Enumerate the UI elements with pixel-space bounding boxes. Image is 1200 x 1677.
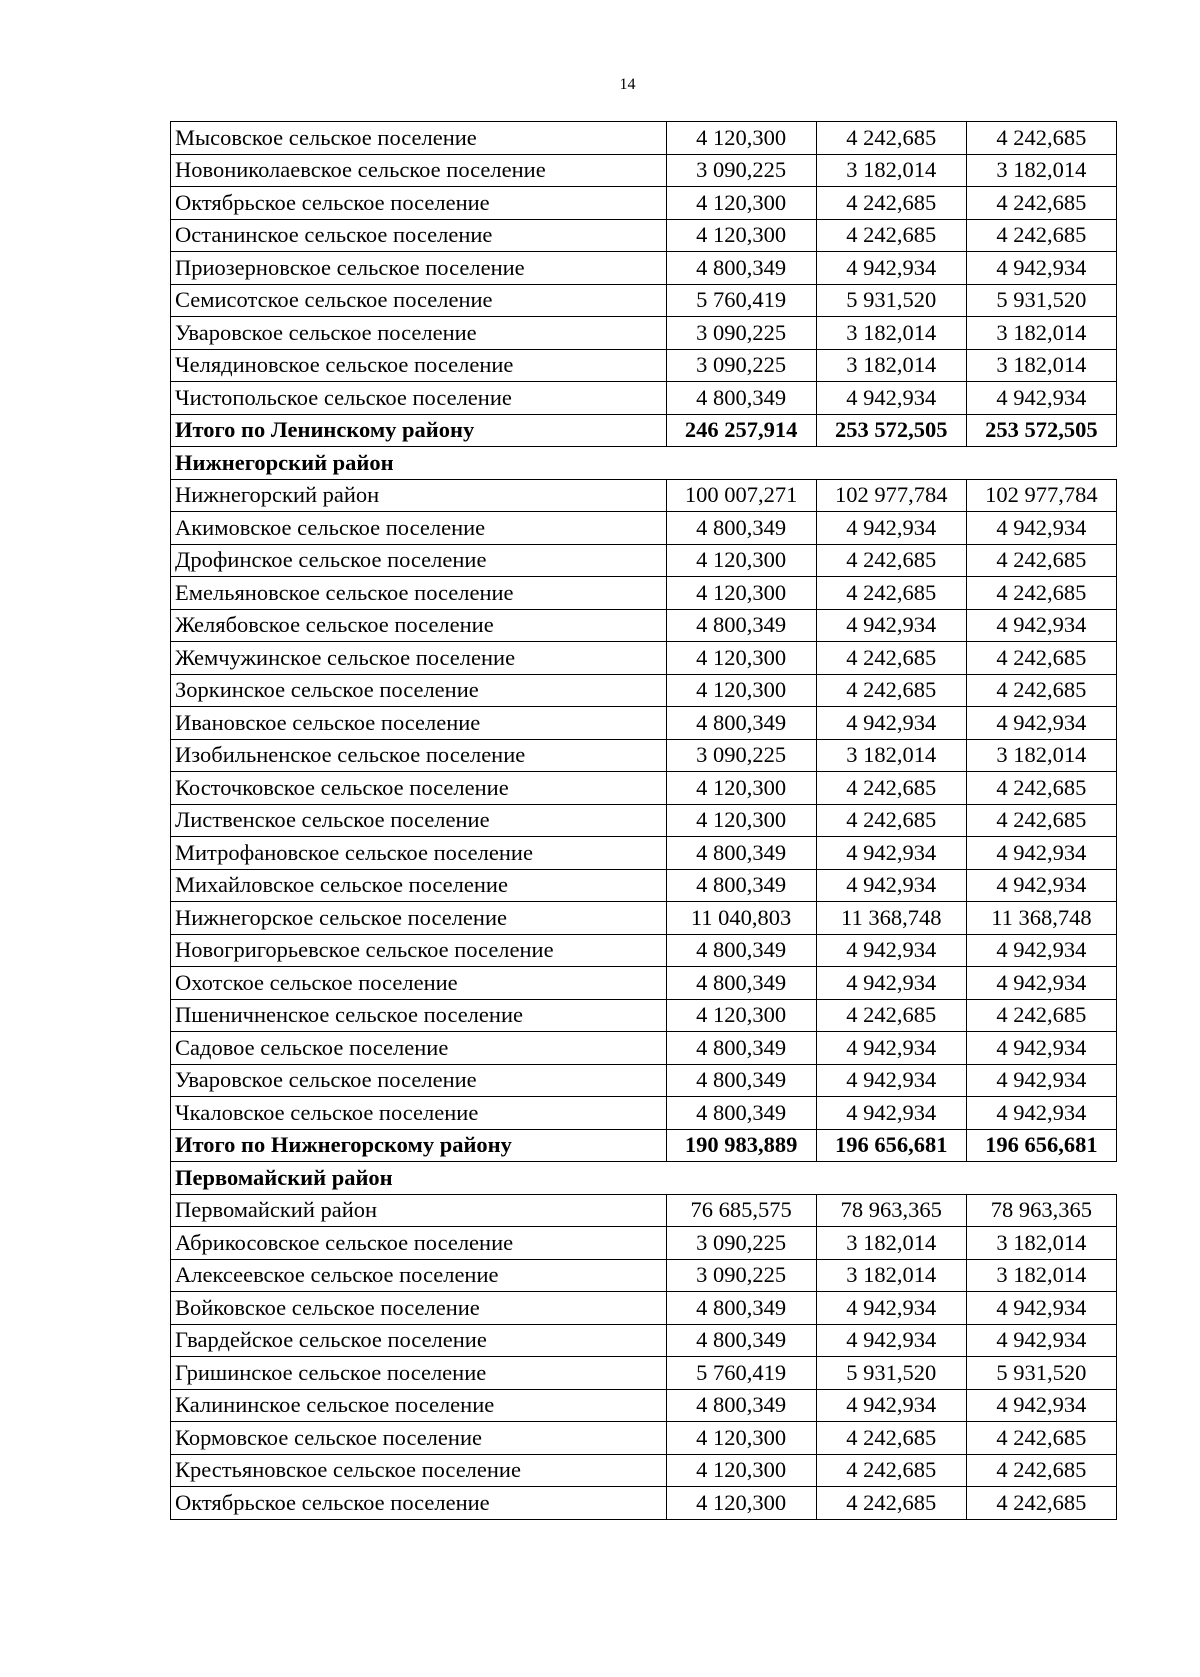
amount-cell-year-2: 196 656,681	[816, 1129, 966, 1162]
table-row	[171, 1097, 1117, 1130]
table-row	[171, 1194, 1117, 1227]
amount-cell-year-1: 4 800,349	[666, 837, 816, 870]
table-row	[171, 1487, 1117, 1520]
amount-cell-year-3: 253 572,505	[966, 414, 1116, 447]
settlement-name-cell: Крестьяновское сельское поселение	[171, 1454, 667, 1487]
table-row	[171, 837, 1117, 870]
amount-cell-year-3: 4 942,934	[966, 1064, 1116, 1097]
amount-cell-year-1: 4 800,349	[666, 934, 816, 967]
amount-cell-year-3: 4 942,934	[966, 252, 1116, 285]
table-row	[171, 479, 1117, 512]
table-row	[171, 1259, 1117, 1292]
amount-cell-year-1: 4 120,300	[666, 1454, 816, 1487]
amount-cell-year-2: 3 182,014	[816, 349, 966, 382]
amount-cell-year-2: 78 963,365	[816, 1194, 966, 1227]
table-row	[171, 252, 1117, 285]
amount-cell-year-1: 4 120,300	[666, 642, 816, 675]
amount-cell-year-3: 4 242,685	[966, 544, 1116, 577]
amount-cell-year-2: 4 242,685	[816, 1422, 966, 1455]
amount-cell-year-2: 4 942,934	[816, 707, 966, 740]
settlement-name-cell: Жемчужинское сельское поселение	[171, 642, 667, 675]
settlement-name-cell: Митрофановское сельское поселение	[171, 837, 667, 870]
table-row	[171, 609, 1117, 642]
amount-cell-year-2: 4 942,934	[816, 1389, 966, 1422]
amount-cell-year-3: 4 942,934	[966, 1324, 1116, 1357]
table-row	[171, 934, 1117, 967]
amount-cell-year-1: 3 090,225	[666, 154, 816, 187]
amount-cell-year-3: 4 942,934	[966, 512, 1116, 545]
amount-cell-year-2: 253 572,505	[816, 414, 966, 447]
table-row	[171, 1292, 1117, 1325]
table-row	[171, 1389, 1117, 1422]
amount-cell-year-2: 3 182,014	[816, 1259, 966, 1292]
page-number: 14	[619, 76, 636, 93]
settlement-name-cell: Останинское сельское поселение	[171, 219, 667, 252]
amount-cell-year-3: 4 942,934	[966, 837, 1116, 870]
amount-cell-year-3: 4 242,685	[966, 219, 1116, 252]
settlement-name-cell: Новогригорьевское сельское поселение	[171, 934, 667, 967]
amount-cell-year-1: 4 120,300	[666, 999, 816, 1032]
amount-cell-year-3: 4 942,934	[966, 1097, 1116, 1130]
amount-cell-year-1: 246 257,914	[666, 414, 816, 447]
amount-cell-year-3: 4 242,685	[966, 187, 1116, 220]
amount-cell-year-1: 76 685,575	[666, 1194, 816, 1227]
amount-cell-year-2: 4 242,685	[816, 804, 966, 837]
table-row	[171, 1227, 1117, 1260]
settlement-name-cell: Семисотское сельское поселение	[171, 284, 667, 317]
amount-cell-year-3: 4 942,934	[966, 967, 1116, 1000]
settlement-name-cell: Алексеевское сельское поселение	[171, 1259, 667, 1292]
amount-cell-year-1: 4 800,349	[666, 252, 816, 285]
amount-cell-year-2: 3 182,014	[816, 1227, 966, 1260]
amount-cell-year-3: 3 182,014	[966, 154, 1116, 187]
amount-cell-year-1: 4 800,349	[666, 1032, 816, 1065]
table-row	[171, 577, 1117, 610]
amount-cell-year-3: 11 368,748	[966, 902, 1116, 935]
table-row	[171, 284, 1117, 317]
budget-table-body	[171, 122, 1117, 1520]
amount-cell-year-2: 5 931,520	[816, 1357, 966, 1390]
amount-cell-year-2: 4 942,934	[816, 382, 966, 415]
amount-cell-year-2: 4 942,934	[816, 967, 966, 1000]
amount-cell-year-3: 4 942,934	[966, 1389, 1116, 1422]
amount-cell-year-1: 4 800,349	[666, 1097, 816, 1130]
table-row	[171, 122, 1117, 155]
settlement-name-cell: Емельяновское сельское поселение	[171, 577, 667, 610]
amount-cell-year-3: 4 242,685	[966, 772, 1116, 805]
amount-cell-year-2: 4 242,685	[816, 999, 966, 1032]
section-title: Нижнегорский район	[171, 447, 1117, 480]
amount-cell-year-3: 5 931,520	[966, 1357, 1116, 1390]
amount-cell-year-1: 190 983,889	[666, 1129, 816, 1162]
table-row	[171, 1357, 1117, 1390]
amount-cell-year-2: 4 942,934	[816, 252, 966, 285]
amount-cell-year-2: 11 368,748	[816, 902, 966, 935]
settlement-name-cell: Желябовское сельское поселение	[171, 609, 667, 642]
amount-cell-year-1: 4 120,300	[666, 1422, 816, 1455]
budget-table	[170, 121, 1117, 1520]
table-row	[171, 317, 1117, 350]
settlement-name-cell: Охотское сельское поселение	[171, 967, 667, 1000]
amount-cell-year-1: 3 090,225	[666, 317, 816, 350]
amount-cell-year-2: 4 942,934	[816, 1324, 966, 1357]
settlement-name-cell: Чистопольское сельское поселение	[171, 382, 667, 415]
amount-cell-year-1: 4 800,349	[666, 967, 816, 1000]
settlement-name-cell: Новониколаевское сельское поселение	[171, 154, 667, 187]
amount-cell-year-3: 3 182,014	[966, 1227, 1116, 1260]
settlement-name-cell: Чкаловское сельское поселение	[171, 1097, 667, 1130]
amount-cell-year-2: 4 242,685	[816, 642, 966, 675]
settlement-name-cell: Приозерновское сельское поселение	[171, 252, 667, 285]
amount-cell-year-3: 3 182,014	[966, 349, 1116, 382]
section-header-row	[171, 447, 1117, 480]
table-row	[171, 1064, 1117, 1097]
amount-cell-year-1: 3 090,225	[666, 349, 816, 382]
table-row	[171, 1032, 1117, 1065]
table-row	[171, 869, 1117, 902]
amount-cell-year-2: 3 182,014	[816, 739, 966, 772]
amount-cell-year-2: 102 977,784	[816, 479, 966, 512]
table-row	[171, 707, 1117, 740]
amount-cell-year-1: 100 007,271	[666, 479, 816, 512]
amount-cell-year-2: 4 242,685	[816, 544, 966, 577]
settlement-name-cell: Итого по Ленинскому району	[171, 414, 667, 447]
amount-cell-year-3: 78 963,365	[966, 1194, 1116, 1227]
amount-cell-year-2: 4 242,685	[816, 772, 966, 805]
settlement-name-cell: Войковское сельское поселение	[171, 1292, 667, 1325]
amount-cell-year-2: 4 242,685	[816, 1454, 966, 1487]
settlement-name-cell: Кормовское сельское поселение	[171, 1422, 667, 1455]
amount-cell-year-3: 4 942,934	[966, 382, 1116, 415]
table-row	[171, 187, 1117, 220]
settlement-name-cell: Ивановское сельское поселение	[171, 707, 667, 740]
amount-cell-year-2: 4 242,685	[816, 187, 966, 220]
amount-cell-year-2: 3 182,014	[816, 317, 966, 350]
settlement-name-cell: Лиственское сельское поселение	[171, 804, 667, 837]
table-row	[171, 902, 1117, 935]
table-row	[171, 1454, 1117, 1487]
total-row	[171, 1129, 1117, 1162]
settlement-name-cell: Абрикосовское сельское поселение	[171, 1227, 667, 1260]
table-row	[171, 349, 1117, 382]
settlement-name-cell: Михайловское сельское поселение	[171, 869, 667, 902]
amount-cell-year-1: 4 120,300	[666, 577, 816, 610]
amount-cell-year-3: 4 942,934	[966, 934, 1116, 967]
amount-cell-year-3: 4 242,685	[966, 1487, 1116, 1520]
amount-cell-year-1: 4 800,349	[666, 1324, 816, 1357]
amount-cell-year-1: 4 120,300	[666, 219, 816, 252]
table-row	[171, 219, 1117, 252]
settlement-name-cell: Нижнегорский район	[171, 479, 667, 512]
amount-cell-year-2: 4 942,934	[816, 869, 966, 902]
amount-cell-year-3: 4 242,685	[966, 674, 1116, 707]
amount-cell-year-3: 4 242,685	[966, 122, 1116, 155]
amount-cell-year-1: 5 760,419	[666, 284, 816, 317]
section-title: Первомайский район	[171, 1162, 1117, 1195]
amount-cell-year-1: 4 120,300	[666, 122, 816, 155]
amount-cell-year-1: 5 760,419	[666, 1357, 816, 1390]
amount-cell-year-2: 5 931,520	[816, 284, 966, 317]
amount-cell-year-3: 4 242,685	[966, 804, 1116, 837]
settlement-name-cell: Акимовское сельское поселение	[171, 512, 667, 545]
amount-cell-year-2: 4 942,934	[816, 609, 966, 642]
amount-cell-year-3: 4 242,685	[966, 1422, 1116, 1455]
table-row	[171, 1324, 1117, 1357]
settlement-name-cell: Зоркинское сельское поселение	[171, 674, 667, 707]
table-row	[171, 642, 1117, 675]
settlement-name-cell: Челядиновское сельское поселение	[171, 349, 667, 382]
table-row	[171, 999, 1117, 1032]
amount-cell-year-3: 102 977,784	[966, 479, 1116, 512]
table-row	[171, 772, 1117, 805]
amount-cell-year-1: 3 090,225	[666, 1227, 816, 1260]
table-row	[171, 1422, 1117, 1455]
amount-cell-year-2: 4 242,685	[816, 1487, 966, 1520]
settlement-name-cell: Калининское сельское поселение	[171, 1389, 667, 1422]
amount-cell-year-2: 4 942,934	[816, 1032, 966, 1065]
table-row	[171, 154, 1117, 187]
amount-cell-year-1: 4 120,300	[666, 544, 816, 577]
settlement-name-cell: Итого по Нижнегорскому району	[171, 1129, 667, 1162]
table-row	[171, 804, 1117, 837]
settlement-name-cell: Октябрьское сельское поселение	[171, 1487, 667, 1520]
amount-cell-year-3: 4 942,934	[966, 609, 1116, 642]
settlement-name-cell: Изобильненское сельское поселение	[171, 739, 667, 772]
amount-cell-year-1: 4 800,349	[666, 382, 816, 415]
settlement-name-cell: Пшеничненское сельское поселение	[171, 999, 667, 1032]
amount-cell-year-3: 5 931,520	[966, 284, 1116, 317]
amount-cell-year-3: 4 942,934	[966, 869, 1116, 902]
total-row	[171, 414, 1117, 447]
amount-cell-year-1: 3 090,225	[666, 1259, 816, 1292]
amount-cell-year-1: 4 800,349	[666, 869, 816, 902]
amount-cell-year-2: 4 942,934	[816, 512, 966, 545]
settlement-name-cell: Дрофинское сельское поселение	[171, 544, 667, 577]
amount-cell-year-3: 4 242,685	[966, 999, 1116, 1032]
amount-cell-year-3: 4 942,934	[966, 707, 1116, 740]
amount-cell-year-1: 4 800,349	[666, 1389, 816, 1422]
section-header-row	[171, 1162, 1117, 1195]
amount-cell-year-1: 4 120,300	[666, 187, 816, 220]
amount-cell-year-2: 4 242,685	[816, 122, 966, 155]
amount-cell-year-1: 4 120,300	[666, 772, 816, 805]
amount-cell-year-3: 4 242,685	[966, 1454, 1116, 1487]
amount-cell-year-1: 4 800,349	[666, 1292, 816, 1325]
amount-cell-year-2: 4 242,685	[816, 219, 966, 252]
amount-cell-year-3: 4 942,934	[966, 1292, 1116, 1325]
amount-cell-year-2: 4 942,934	[816, 1097, 966, 1130]
amount-cell-year-1: 4 120,300	[666, 1487, 816, 1520]
settlement-name-cell: Гвардейское сельское поселение	[171, 1324, 667, 1357]
table-row	[171, 512, 1117, 545]
amount-cell-year-1: 4 800,349	[666, 512, 816, 545]
amount-cell-year-2: 4 942,934	[816, 837, 966, 870]
amount-cell-year-3: 3 182,014	[966, 1259, 1116, 1292]
table-row	[171, 382, 1117, 415]
settlement-name-cell: Мысовское сельское поселение	[171, 122, 667, 155]
amount-cell-year-2: 4 942,934	[816, 1292, 966, 1325]
amount-cell-year-1: 4 800,349	[666, 707, 816, 740]
table-row	[171, 544, 1117, 577]
amount-cell-year-1: 11 040,803	[666, 902, 816, 935]
table-row	[171, 967, 1117, 1000]
settlement-name-cell: Садовое сельское поселение	[171, 1032, 667, 1065]
amount-cell-year-2: 4 242,685	[816, 674, 966, 707]
settlement-name-cell: Октябрьское сельское поселение	[171, 187, 667, 220]
amount-cell-year-3: 4 242,685	[966, 577, 1116, 610]
settlement-name-cell: Уваровское сельское поселение	[171, 317, 667, 350]
table-row	[171, 739, 1117, 772]
amount-cell-year-1: 4 120,300	[666, 674, 816, 707]
amount-cell-year-3: 4 942,934	[966, 1032, 1116, 1065]
table-row	[171, 674, 1117, 707]
amount-cell-year-1: 4 800,349	[666, 609, 816, 642]
amount-cell-year-3: 4 242,685	[966, 642, 1116, 675]
amount-cell-year-1: 4 800,349	[666, 1064, 816, 1097]
settlement-name-cell: Косточковское сельское поселение	[171, 772, 667, 805]
amount-cell-year-1: 3 090,225	[666, 739, 816, 772]
amount-cell-year-3: 3 182,014	[966, 739, 1116, 772]
amount-cell-year-2: 4 942,934	[816, 934, 966, 967]
settlement-name-cell: Первомайский район	[171, 1194, 667, 1227]
amount-cell-year-3: 3 182,014	[966, 317, 1116, 350]
amount-cell-year-2: 4 942,934	[816, 1064, 966, 1097]
amount-cell-year-2: 3 182,014	[816, 154, 966, 187]
amount-cell-year-2: 4 242,685	[816, 577, 966, 610]
amount-cell-year-1: 4 120,300	[666, 804, 816, 837]
settlement-name-cell: Нижнегорское сельское поселение	[171, 902, 667, 935]
settlement-name-cell: Уваровское сельское поселение	[171, 1064, 667, 1097]
amount-cell-year-3: 196 656,681	[966, 1129, 1116, 1162]
settlement-name-cell: Гришинское сельское поселение	[171, 1357, 667, 1390]
